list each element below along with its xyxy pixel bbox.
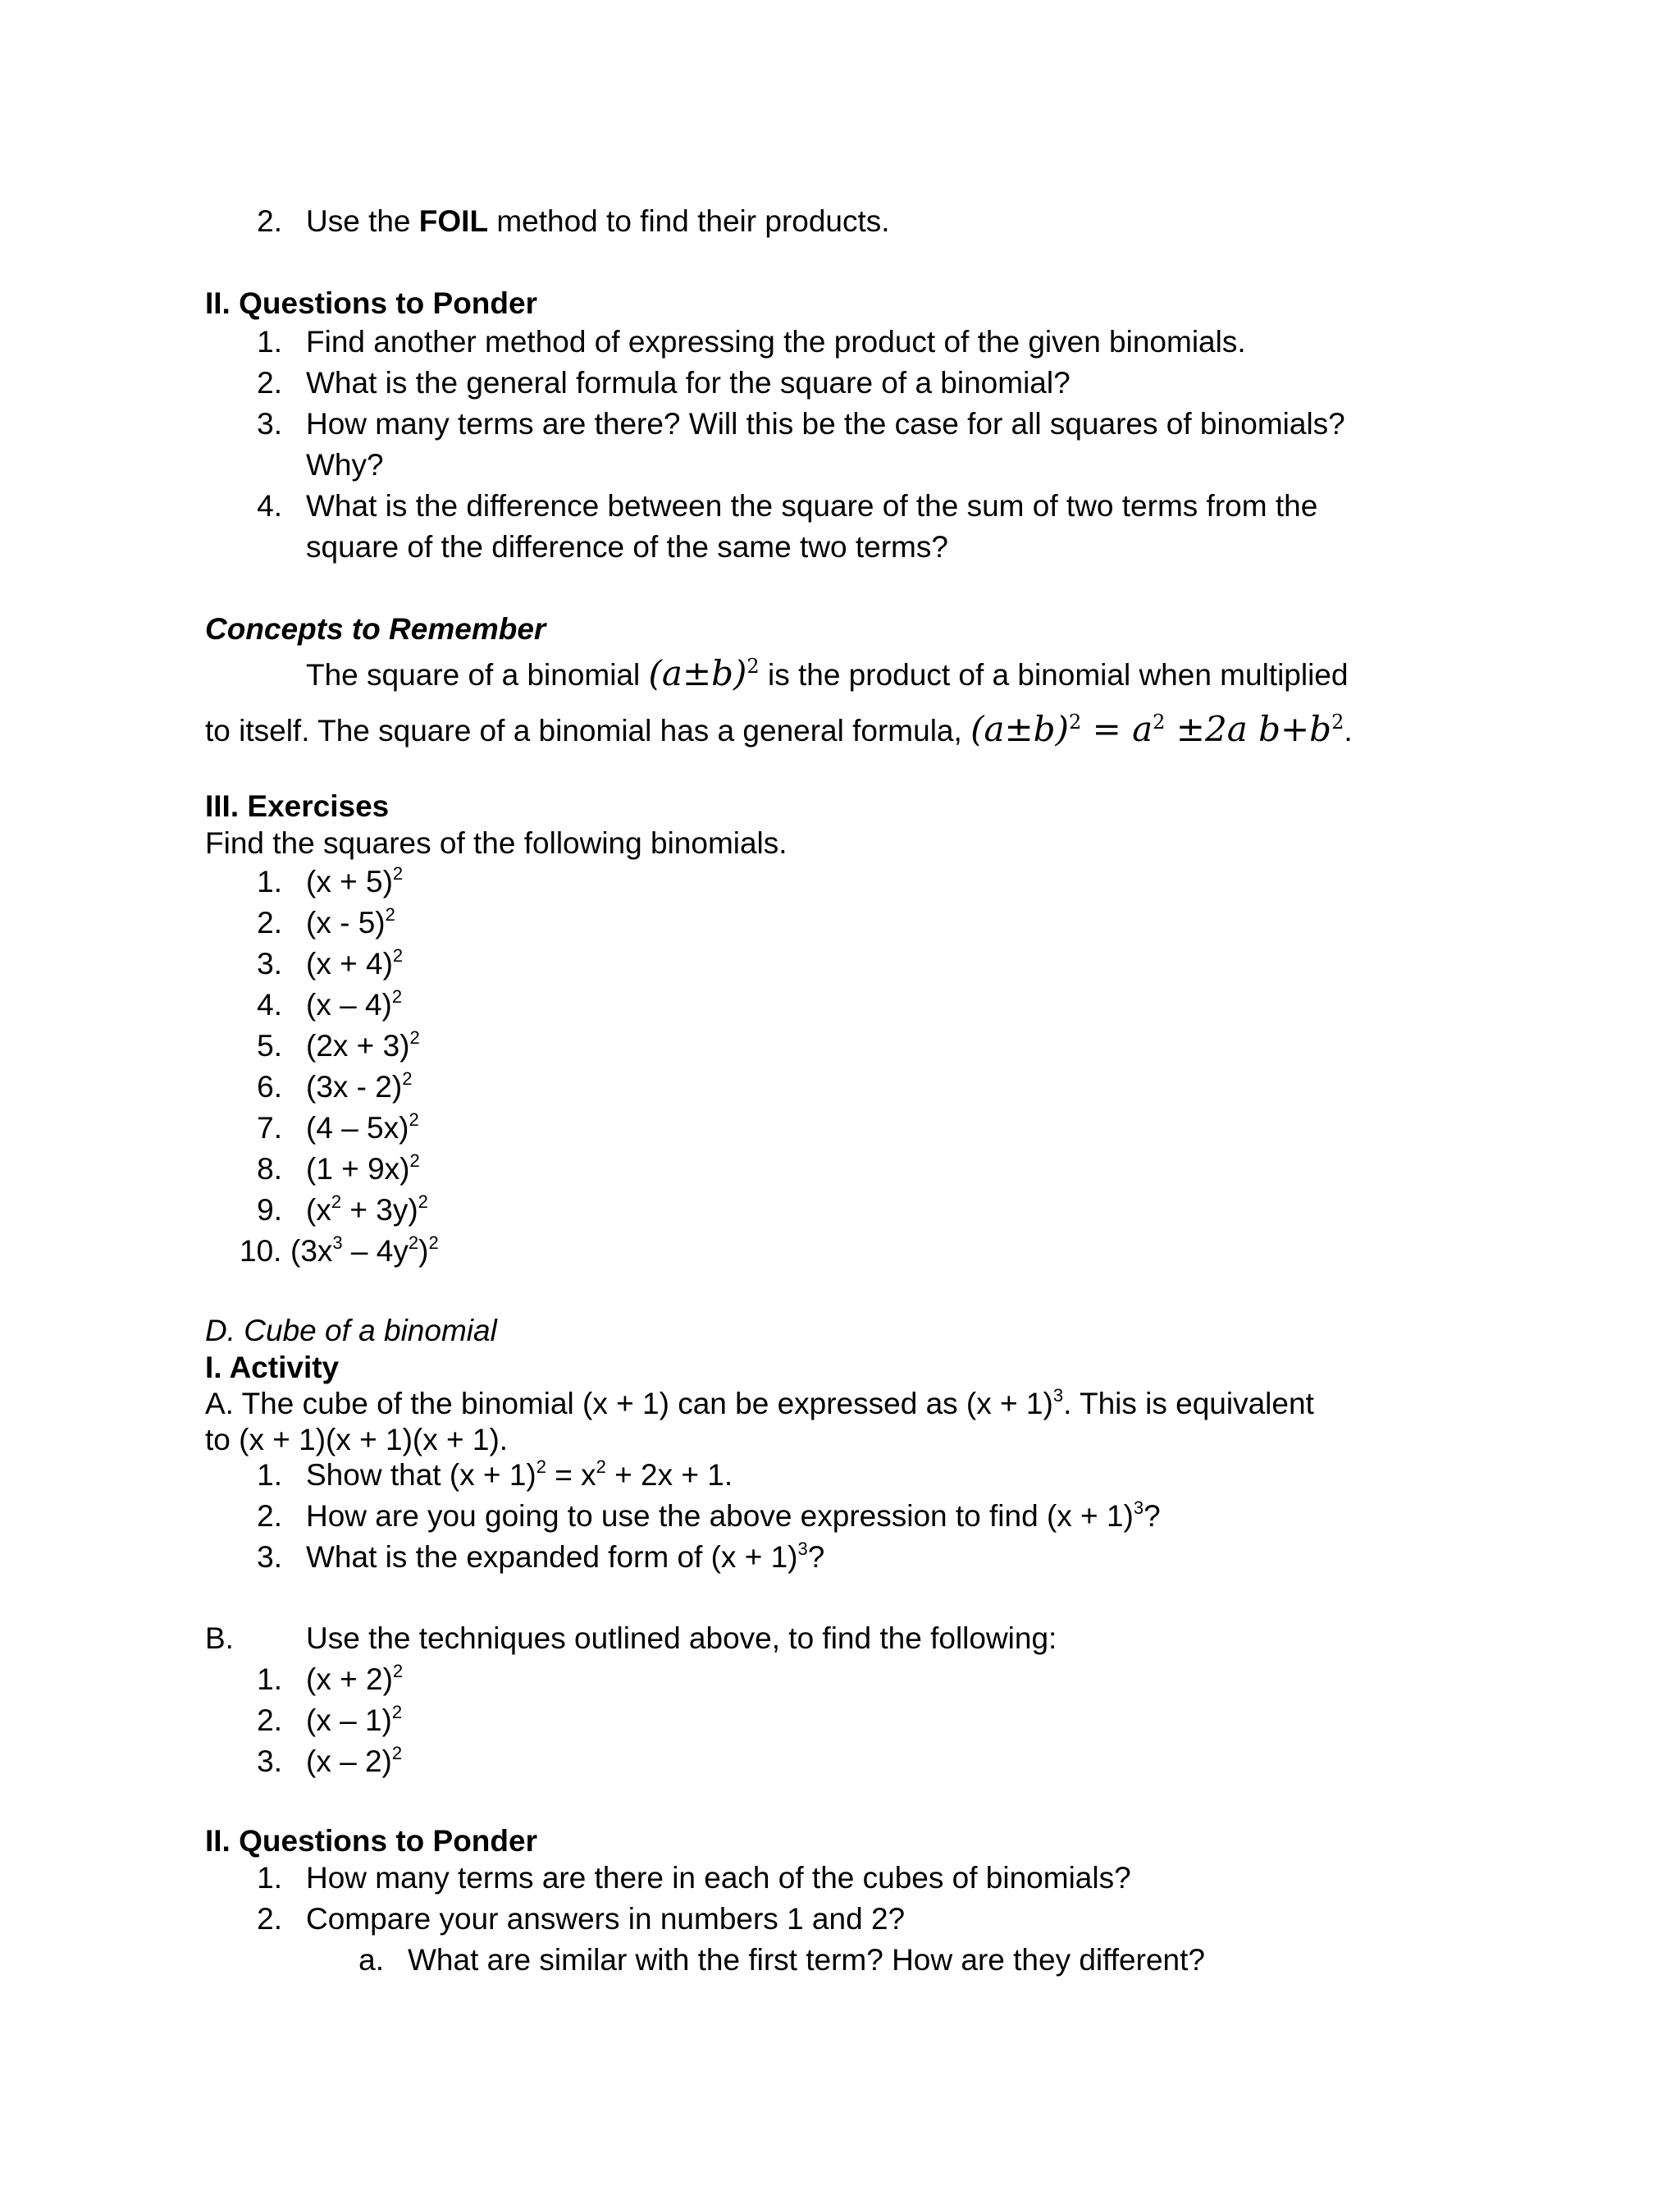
list-number: 2. <box>257 1902 282 1936</box>
subsection-title: D. Cube of a binomial <box>205 1314 497 1347</box>
list-item-text: Show that $(x + 1)^2 = x^2 + 2x + 1$. <box>306 1456 733 1492</box>
section-heading: I. Activity <box>205 1351 340 1384</box>
exercise-item: $(1 + 9x)^2$ <box>306 1150 420 1186</box>
list-number: 1. <box>257 1458 282 1492</box>
exercise-item: $(2x + 3)^2$ <box>306 1027 420 1063</box>
section-heading: II. Questions to Ponder <box>205 1824 537 1858</box>
activity-paragraph-line: to (x + 1)(x + 1)(x + 1). <box>205 1423 509 1456</box>
list-number: 2. <box>257 204 282 238</box>
section-heading: II. Questions to Ponder <box>205 286 537 320</box>
list-number: 2. <box>257 1703 282 1737</box>
list-item-text-continued: Why? <box>306 448 384 482</box>
exercise-item: (x – 4)$^2$ <box>306 986 403 1022</box>
list-number: 10. <box>240 1234 282 1268</box>
exercise-item: $(x + 5)^2$ <box>306 863 404 898</box>
part-b-label: B. <box>205 1621 234 1655</box>
list-number: 2. <box>257 366 282 400</box>
list-number: 6. <box>257 1070 282 1104</box>
list-item-text: What is the expanded form of $(x + 1)^3$? <box>306 1538 825 1574</box>
concept-paragraph-line: to itself. The square of a binomial has a general formula, $(a\pm b)^2 = a^2 \pm 2a$ $b+b^2$. <box>205 709 1353 749</box>
list-number: 1. <box>257 325 282 359</box>
activity-paragraph-line: A. The cube of the binomial (x + 1) can be expressed as $(x + 1)^3$. This is equivalent <box>205 1385 1314 1420</box>
list-number: 4. <box>257 489 282 523</box>
exercise-item: (x - 5)$^2$ <box>306 904 395 940</box>
part-b-text: Use the techniques outlined above, to find the following: <box>306 1621 1057 1655</box>
exercise-item: (4 – 5x)$^2$ <box>306 1109 419 1145</box>
list-number: 5. <box>257 1029 282 1063</box>
sub-list-item-text: What are similar with the first term? How are they different? <box>408 1943 1205 1977</box>
list-item-text: What is the difference between the square of the sum of two terms from the <box>306 489 1318 523</box>
list-number: 3. <box>257 407 282 441</box>
list-number: 8. <box>257 1152 282 1186</box>
list-item-text: How many terms are there in each of the cubes of binomials? <box>306 1861 1131 1895</box>
list-item-text-continued: square of the difference of the same two terms? <box>306 530 948 564</box>
exercise-item: $(x^2 + 3y)^2$ <box>306 1191 428 1227</box>
list-item-text: How many terms are there? Will this be the case for all squares of binomials? <box>306 407 1345 441</box>
exercise-item: (3x - 2)$^2$ <box>306 1068 413 1104</box>
list-number: 3. <box>257 1540 282 1574</box>
exercise-item: (x – 1)$^2$ <box>306 1702 403 1737</box>
list-number: 1. <box>257 1662 282 1696</box>
list-number: 9. <box>257 1193 282 1227</box>
binomial-square-formula: $(a\pm b)^2$ <box>648 653 760 693</box>
exercise-item: $(3x^3 - 4y^2)^2$ <box>290 1232 439 1268</box>
concepts-heading: Concepts to Remember <box>205 612 546 646</box>
list-item-text: Compare your answers in numbers 1 and 2? <box>306 1902 906 1936</box>
list-number: 2. <box>257 1499 282 1533</box>
exercise-item: (x – 2)$^2$ <box>306 1743 403 1778</box>
sub-list-letter: a. <box>358 1943 384 1977</box>
list-item-text: How are you going to use the above expression to find $(x + 1)^3$? <box>306 1497 1161 1533</box>
general-formula: $(a\pm b)^2 = a^2 \pm 2a$ $b+b^2$ <box>970 709 1344 749</box>
list-number: 3. <box>257 947 282 981</box>
exercise-item: $(x + 4)^2$ <box>306 945 404 981</box>
list-item-text: Find another method of expressing the product of the given binomials. <box>306 325 1246 359</box>
list-number: 7. <box>257 1111 282 1145</box>
list-item-text: Use the FOIL method to find their products. <box>306 204 890 238</box>
list-number: 1. <box>257 865 282 898</box>
exercise-item: $(x + 2)^2$ <box>306 1661 404 1696</box>
exercises-intro: Find the squares of the following binomials. <box>205 826 788 860</box>
concept-paragraph-line: The square of a binomial $(a\pm b)^2$ is the product of a binomial when multiplied <box>306 653 1349 693</box>
section-heading: III. Exercises <box>205 789 390 823</box>
list-number: 4. <box>257 988 282 1022</box>
list-number: 3. <box>257 1744 282 1778</box>
list-number: 2. <box>257 906 282 940</box>
list-item-text: What is the general formula for the square of a binomial? <box>306 366 1071 400</box>
list-number: 1. <box>257 1861 282 1895</box>
